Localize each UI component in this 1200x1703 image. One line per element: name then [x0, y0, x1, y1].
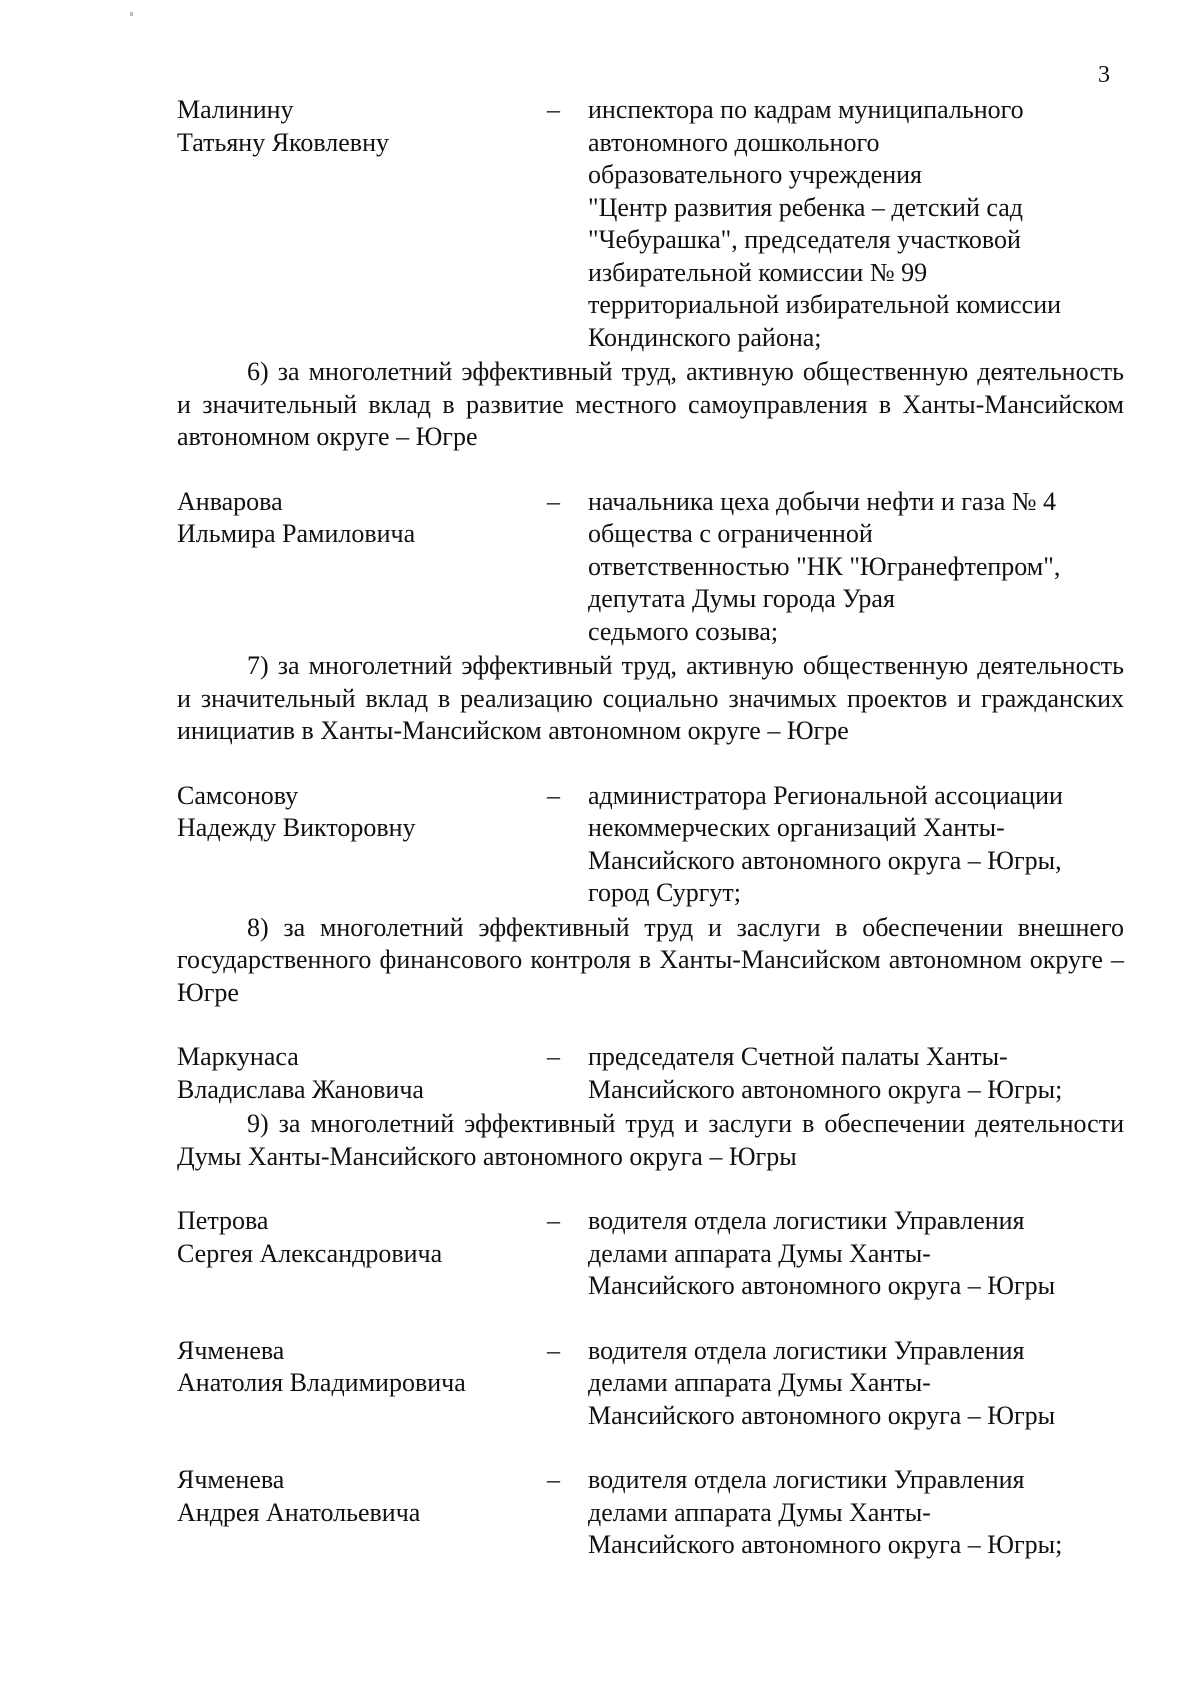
nominee-name-line: Владислава Жановича	[177, 1074, 424, 1104]
nominee-name-line: Анатолия Владимировича	[177, 1368, 466, 1397]
award-category-paragraph: 9) за многолетний эффективный труд и заслуги в обеспечении деятельности Думы Ханты-Мансийского автономного округа – Югры	[177, 1109, 1124, 1171]
blank-gap	[177, 748, 1124, 780]
nominee-name-line: Сергея Александровича	[177, 1238, 443, 1268]
nominee-position	[588, 1464, 1124, 1562]
nominee-name	[177, 94, 547, 354]
page-number: 3	[1098, 62, 1110, 88]
nominee-position	[588, 1205, 1124, 1303]
nominee-position-line: "Центр развития ребенка – детский сад	[588, 192, 1023, 222]
nominee-name-line: Анварова	[177, 486, 283, 516]
nominee-name-line: Андрея Анатольевича	[177, 1497, 421, 1527]
blank-gap	[177, 1303, 1124, 1335]
nominee-name	[177, 1205, 547, 1303]
award-category-paragraph: 7) за многолетний эффективный труд, активную общественную деятельность и значительный вклад в реализацию социально значимых проектов и гражданских инициатив в Ханты-Мансийском автономном округе – Югре	[177, 651, 1124, 745]
nominee-position-line: седьмого созыва;	[588, 616, 779, 646]
nominee-name-line: Самсонову	[177, 780, 299, 810]
nominee-position	[588, 94, 1124, 354]
nominee-name-line: Маркунаса	[177, 1042, 299, 1071]
nominee-position	[588, 1041, 1124, 1106]
dash-separator: –	[547, 1042, 560, 1071]
nominee-position-line: автономного дошкольного	[588, 127, 880, 157]
nominee-name	[177, 486, 547, 649]
nominee-entry	[177, 1335, 1124, 1433]
nominee-position	[588, 780, 1124, 910]
dash-separator: –	[547, 1465, 560, 1494]
nominee-position	[588, 1335, 1124, 1433]
nominee-entry	[177, 486, 1124, 649]
nominee-position-line: некоммерческих организаций Ханты-	[588, 813, 1005, 842]
nominee-position-line: Мансийского автономного округа – Югры	[588, 1400, 1056, 1430]
nominee-position-line: Кондинского района;	[588, 322, 822, 352]
blank-gap	[177, 1432, 1124, 1464]
nominee-name-line: Ячменева	[177, 1465, 285, 1494]
blank-gap	[177, 1009, 1124, 1041]
nominee-position-line: администратора Региональной ассоциации	[588, 780, 1063, 810]
dash-separator: –	[547, 95, 560, 124]
nominee-position-line: депутата Думы города Урая	[588, 584, 895, 613]
nominee-position-line: Мансийского автономного округа – Югры;	[588, 1074, 1063, 1104]
award-category-paragraph: 8) за многолетний эффективный труд и заслуги в обеспечении внешнего государственного финансового контроля в Ханты-Мансийском автономном округе – Югре	[177, 912, 1124, 1007]
nominee-position-line: город Сургут;	[588, 878, 741, 907]
nominee-position-line: водителя отдела логистики Управления	[588, 1206, 1025, 1235]
nominee-entry	[177, 1205, 1124, 1303]
nominee-position-line: начальника цеха добычи нефти и газа № 4	[588, 486, 1057, 516]
nominee-name-line: Ильмира Рамиловича	[177, 519, 416, 548]
nominee-position	[588, 486, 1124, 649]
nominee-name-line: Петрова	[177, 1206, 269, 1235]
dash-separator: –	[547, 1335, 560, 1365]
nominee-position-line: делами аппарата Думы Ханты-	[588, 1497, 931, 1527]
nominee-name	[177, 1041, 547, 1106]
nominee-position-line: образовательного учреждения	[588, 160, 922, 189]
nominee-position-line: избирательной комиссии № 99	[588, 257, 928, 287]
nominee-position-line: водителя отдела логистики Управления	[588, 1465, 1025, 1494]
blank-gap	[177, 454, 1124, 486]
award-category-paragraph: 6) за многолетний эффективный труд, активную общественную деятельность и значительный вклад в развитие местного самоуправления в Ханты-Мансийском автономном округе – Югре	[177, 357, 1124, 451]
nominee-position-line: делами аппарата Думы Ханты-	[588, 1238, 931, 1268]
nominee-entry	[177, 1464, 1124, 1562]
nominee-name-line: Татьяну Яковлевну	[177, 127, 389, 157]
nominee-name-line: Надежду Викторовну	[177, 813, 416, 842]
nominee-name-line: Малинину	[177, 95, 294, 124]
nominee-position-line: делами аппарата Думы Ханты-	[588, 1368, 931, 1397]
nominee-position-line: территориальной избирательной комиссии	[588, 290, 1062, 319]
nominee-position-line: "Чебурашка", председателя участковой	[588, 225, 1021, 254]
dash-separator: –	[547, 780, 560, 810]
nominee-entry	[177, 780, 1124, 910]
document-body	[177, 94, 1124, 1562]
nominee-name-line: Ячменева	[177, 1335, 285, 1365]
nominee-entry	[177, 94, 1124, 354]
blank-gap	[177, 1173, 1124, 1205]
dash-separator: –	[547, 1206, 560, 1235]
nominee-position-line: общества с ограниченной	[588, 519, 873, 548]
nominee-name	[177, 1464, 547, 1562]
nominee-name	[177, 1335, 547, 1433]
nominee-position-line: ответственностью "НК "Югранефтепром",	[588, 551, 1061, 581]
nominee-entry	[177, 1041, 1124, 1106]
nominee-position-line: водителя отдела логистики Управления	[588, 1335, 1025, 1365]
nominee-position-line: инспектора по кадрам муниципального	[588, 95, 1024, 124]
nominee-position-line: Мансийского автономного округа – Югры;	[588, 1530, 1063, 1559]
nominee-position-line: председателя Счетной палаты Ханты-	[588, 1042, 1008, 1071]
scan-speck	[130, 12, 133, 16]
nominee-position-line: Мансийского автономного округа – Югры	[588, 1271, 1056, 1300]
nominee-position-line: Мансийского автономного округа – Югры,	[588, 845, 1062, 875]
nominee-name	[177, 780, 547, 910]
dash-separator: –	[547, 486, 560, 516]
